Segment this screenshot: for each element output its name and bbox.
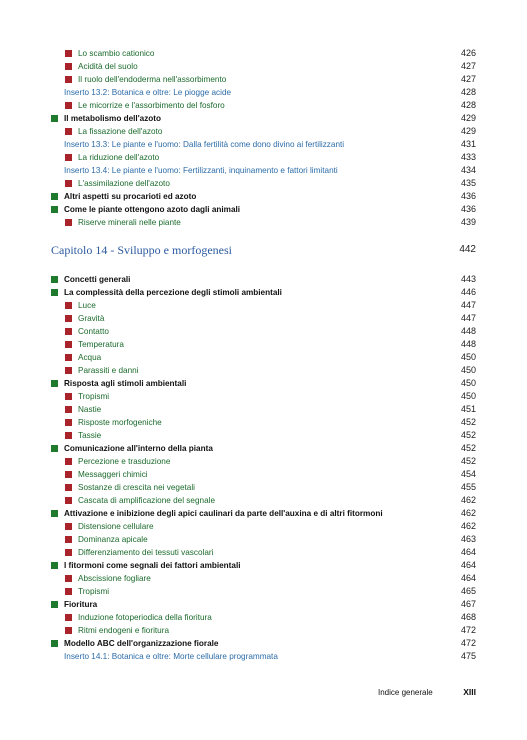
toc-entry-title: Sostanze di crescita nei vegetali bbox=[78, 483, 195, 492]
toc-entry-title: Inserto 13.2: Botanica e oltre: Le piogge acide bbox=[64, 88, 232, 97]
toc-entry-page: 462 bbox=[460, 508, 476, 518]
square-bullet-icon bbox=[65, 341, 72, 348]
square-bullet-icon bbox=[65, 432, 72, 439]
toc-list bbox=[0, 47, 527, 663]
toc-entry-title: Percezione e trasduzione bbox=[78, 457, 171, 466]
toc-entry-page: 452 bbox=[460, 430, 476, 440]
square-bullet-icon bbox=[65, 328, 72, 335]
toc-entry-title: Contatto bbox=[78, 327, 109, 336]
square-bullet-icon bbox=[65, 76, 72, 83]
square-bullet-icon bbox=[51, 276, 58, 283]
toc-entry-page: 434 bbox=[460, 165, 476, 175]
toc-entry-title: La complessità della percezione degli stimoli ambientali bbox=[64, 288, 282, 297]
toc-entry-title: Acidità del suolo bbox=[78, 62, 138, 71]
square-bullet-icon bbox=[65, 614, 72, 621]
toc-entry-page: 427 bbox=[460, 74, 476, 84]
toc-entry bbox=[0, 190, 527, 203]
toc-entry bbox=[0, 364, 527, 377]
toc-entry bbox=[0, 442, 527, 455]
toc-section-after bbox=[0, 273, 527, 663]
chapter-title: Capitolo 14 - Sviluppo e morfogenesi bbox=[51, 243, 232, 257]
toc-entry-page: 436 bbox=[460, 204, 476, 214]
toc-entry-title: Inserto 13.4: Le piante e l'uomo: Fertilizzanti, inquinamento e fattori limitanti bbox=[64, 166, 338, 175]
toc-entry-page: 439 bbox=[460, 217, 476, 227]
toc-entry-page: 446 bbox=[460, 287, 476, 297]
toc-entry bbox=[0, 559, 527, 572]
square-bullet-icon bbox=[65, 367, 72, 374]
toc-entry-title: Differenziamento dei tessuti vascolari bbox=[78, 548, 214, 557]
toc-entry-page: 428 bbox=[460, 100, 476, 110]
square-bullet-icon bbox=[65, 180, 72, 187]
toc-entry bbox=[0, 624, 527, 637]
square-bullet-icon bbox=[65, 63, 72, 70]
toc-entry-title: Cascata di amplificazione del segnale bbox=[78, 496, 215, 505]
toc-entry-page: 467 bbox=[460, 599, 476, 609]
toc-entry-page: 450 bbox=[460, 378, 476, 388]
toc-entry-title: Inserto 13.3: Le piante e l'uomo: Dalla fertilità come dono divino ai fertilizzanti bbox=[64, 140, 345, 149]
toc-entry-page: 447 bbox=[460, 313, 476, 323]
toc-entry-title: Tassie bbox=[78, 431, 102, 440]
toc-entry bbox=[0, 73, 527, 86]
toc-entry-page: 475 bbox=[460, 651, 476, 661]
toc-entry-title: I fitormoni come segnali dei fattori ambientali bbox=[64, 561, 241, 570]
toc-entry bbox=[0, 637, 527, 650]
toc-entry-page: 448 bbox=[460, 339, 476, 349]
square-bullet-icon bbox=[65, 588, 72, 595]
footer-page-number: XIII bbox=[463, 687, 476, 697]
toc-entry-page: 426 bbox=[460, 48, 476, 58]
toc-entry bbox=[0, 429, 527, 442]
toc-entry-page: 472 bbox=[460, 638, 476, 648]
toc-entry bbox=[0, 416, 527, 429]
toc-entry-title: Nastie bbox=[78, 405, 102, 414]
toc-entry-title: Lo scambio cationico bbox=[78, 49, 155, 58]
toc-entry-title: Modello ABC dell'organizzazione fiorale bbox=[64, 639, 219, 648]
toc-entry-title: Riserve minerali nelle piante bbox=[78, 218, 181, 227]
square-bullet-icon bbox=[65, 128, 72, 135]
square-bullet-icon bbox=[51, 510, 58, 517]
footer-label: Indice generale bbox=[378, 688, 433, 697]
toc-entry-title: Comunicazione all'interno della pianta bbox=[64, 444, 213, 453]
square-bullet-icon bbox=[65, 154, 72, 161]
toc-entry-title: Parassiti e danni bbox=[78, 366, 139, 375]
toc-entry bbox=[0, 125, 527, 138]
toc-entry-title: Temperatura bbox=[78, 340, 124, 349]
toc-entry bbox=[0, 60, 527, 73]
toc-entry-page: 436 bbox=[460, 191, 476, 201]
toc-entry bbox=[0, 86, 527, 99]
toc-entry-page: 452 bbox=[460, 456, 476, 466]
toc-entry bbox=[0, 611, 527, 624]
toc-entry-title: Inserto 14.1: Botanica e oltre: Morte cellulare programmata bbox=[64, 652, 278, 661]
toc-entry-title: Altri aspetti su procarioti ed azoto bbox=[64, 192, 197, 201]
toc-entry-title: Induzione fotoperiodica della fioritura bbox=[78, 613, 212, 622]
square-bullet-icon bbox=[65, 549, 72, 556]
toc-entry bbox=[0, 390, 527, 403]
square-bullet-icon bbox=[51, 601, 58, 608]
toc-entry-page: 452 bbox=[460, 443, 476, 453]
toc-entry-page: 462 bbox=[460, 495, 476, 505]
square-bullet-icon bbox=[65, 458, 72, 465]
toc-section-before bbox=[0, 47, 527, 229]
square-bullet-icon bbox=[51, 640, 58, 647]
square-bullet-icon bbox=[51, 562, 58, 569]
toc-entry bbox=[0, 377, 527, 390]
toc-entry-title: Ritmi endogeni e fioritura bbox=[78, 626, 170, 635]
toc-entry bbox=[0, 455, 527, 468]
square-bullet-icon bbox=[65, 102, 72, 109]
toc-entry-page: 450 bbox=[460, 365, 476, 375]
toc-entry-page: 468 bbox=[460, 612, 476, 622]
toc-entry-page: 451 bbox=[460, 404, 476, 414]
toc-entry bbox=[0, 572, 527, 585]
square-bullet-icon bbox=[65, 497, 72, 504]
toc-entry bbox=[0, 338, 527, 351]
toc-entry bbox=[0, 507, 527, 520]
toc-entry-page: 454 bbox=[460, 469, 476, 479]
toc-entry-page: 448 bbox=[460, 326, 476, 336]
toc-entry bbox=[0, 99, 527, 112]
chapter-page-number: 442 bbox=[459, 244, 476, 255]
toc-entry bbox=[0, 216, 527, 229]
square-bullet-icon bbox=[65, 219, 72, 226]
toc-entry bbox=[0, 177, 527, 190]
toc-entry-title: Abscissione fogliare bbox=[78, 574, 151, 583]
toc-entry-title: Il metabolismo dell'azoto bbox=[64, 114, 162, 123]
square-bullet-icon bbox=[65, 627, 72, 634]
toc-entry bbox=[0, 112, 527, 125]
toc-entry-title: Risposte morfogeniche bbox=[78, 418, 162, 427]
toc-entry-page: 429 bbox=[460, 126, 476, 136]
toc-entry bbox=[0, 481, 527, 494]
toc-entry bbox=[0, 650, 527, 663]
toc-entry-title: Messaggeri chimici bbox=[78, 470, 148, 479]
toc-entry-page: 464 bbox=[460, 573, 476, 583]
toc-entry bbox=[0, 325, 527, 338]
square-bullet-icon bbox=[51, 380, 58, 387]
square-bullet-icon bbox=[65, 536, 72, 543]
toc-entry bbox=[0, 47, 527, 60]
toc-entry-page: 455 bbox=[460, 482, 476, 492]
square-bullet-icon bbox=[65, 302, 72, 309]
square-bullet-icon bbox=[65, 484, 72, 491]
toc-entry bbox=[0, 546, 527, 559]
toc-entry-title: Luce bbox=[78, 301, 96, 310]
toc-entry-title: Concetti generali bbox=[64, 275, 131, 284]
toc-entry-title: Attivazione e inibizione degli apici caulinari da parte dell'auxina e di altri fitormoni bbox=[64, 509, 383, 518]
square-bullet-icon bbox=[65, 419, 72, 426]
toc-entry bbox=[0, 533, 527, 546]
toc-entry bbox=[0, 164, 527, 177]
toc-entry-title: Le micorrize e l'assorbimento del fosforo bbox=[78, 101, 225, 110]
chapter-heading bbox=[0, 235, 527, 263]
toc-entry-page: 464 bbox=[460, 547, 476, 557]
toc-entry bbox=[0, 138, 527, 151]
toc-entry-page: 428 bbox=[460, 87, 476, 97]
square-bullet-icon bbox=[51, 193, 58, 200]
toc-entry bbox=[0, 468, 527, 481]
toc-entry-title: La fissazione dell'azoto bbox=[78, 127, 163, 136]
toc-entry bbox=[0, 299, 527, 312]
toc-entry-title: Gravità bbox=[78, 314, 105, 323]
toc-entry bbox=[0, 403, 527, 416]
toc-entry bbox=[0, 286, 527, 299]
toc-entry-page: 447 bbox=[460, 300, 476, 310]
toc-entry-page: 452 bbox=[460, 417, 476, 427]
toc-entry-page: 427 bbox=[460, 61, 476, 71]
toc-entry-title: Acqua bbox=[78, 353, 102, 362]
toc-entry bbox=[0, 494, 527, 507]
toc-entry-page: 429 bbox=[460, 113, 476, 123]
toc-entry bbox=[0, 520, 527, 533]
square-bullet-icon bbox=[65, 471, 72, 478]
toc-entry-page: 464 bbox=[460, 560, 476, 570]
toc-entry-page: 462 bbox=[460, 521, 476, 531]
toc-entry-page: 465 bbox=[460, 586, 476, 596]
square-bullet-icon bbox=[65, 315, 72, 322]
toc-entry bbox=[0, 598, 527, 611]
toc-entry bbox=[0, 585, 527, 598]
toc-entry bbox=[0, 273, 527, 286]
toc-entry-page: 472 bbox=[460, 625, 476, 635]
toc-entry bbox=[0, 151, 527, 164]
toc-entry-title: Come le piante ottengono azoto dagli animali bbox=[64, 205, 241, 214]
toc-entry-title: L'assimilazione dell'azoto bbox=[78, 179, 170, 188]
toc-entry-page: 431 bbox=[460, 139, 476, 149]
square-bullet-icon bbox=[65, 354, 72, 361]
toc-entry bbox=[0, 203, 527, 216]
square-bullet-icon bbox=[65, 406, 72, 413]
square-bullet-icon bbox=[51, 206, 58, 213]
square-bullet-icon bbox=[65, 393, 72, 400]
square-bullet-icon bbox=[65, 575, 72, 582]
toc-entry bbox=[0, 351, 527, 364]
square-bullet-icon bbox=[51, 115, 58, 122]
toc-entry-title: Dominanza apicale bbox=[78, 535, 148, 544]
toc-entry-page: 435 bbox=[460, 178, 476, 188]
toc-entry-title: Risposta agli stimoli ambientali bbox=[64, 379, 187, 388]
square-bullet-icon bbox=[51, 445, 58, 452]
toc-entry-page: 433 bbox=[460, 152, 476, 162]
toc-entry bbox=[0, 312, 527, 325]
toc-entry-page: 463 bbox=[460, 534, 476, 544]
toc-entry-page: 450 bbox=[460, 391, 476, 401]
toc-entry-page: 443 bbox=[460, 274, 476, 284]
toc-entry-title: Distensione cellulare bbox=[78, 522, 154, 531]
square-bullet-icon bbox=[65, 523, 72, 530]
toc-entry-title: Tropismi bbox=[78, 392, 110, 401]
toc-entry-title: Fioritura bbox=[64, 600, 98, 609]
square-bullet-icon bbox=[65, 50, 72, 57]
toc-entry-title: La riduzione dell'azoto bbox=[78, 153, 160, 162]
toc-entry-title: Tropismi bbox=[78, 587, 110, 596]
toc-entry-title: Il ruolo dell'endoderma nell'assorbimento bbox=[78, 75, 227, 84]
toc-entry-page: 450 bbox=[460, 352, 476, 362]
square-bullet-icon bbox=[51, 289, 58, 296]
